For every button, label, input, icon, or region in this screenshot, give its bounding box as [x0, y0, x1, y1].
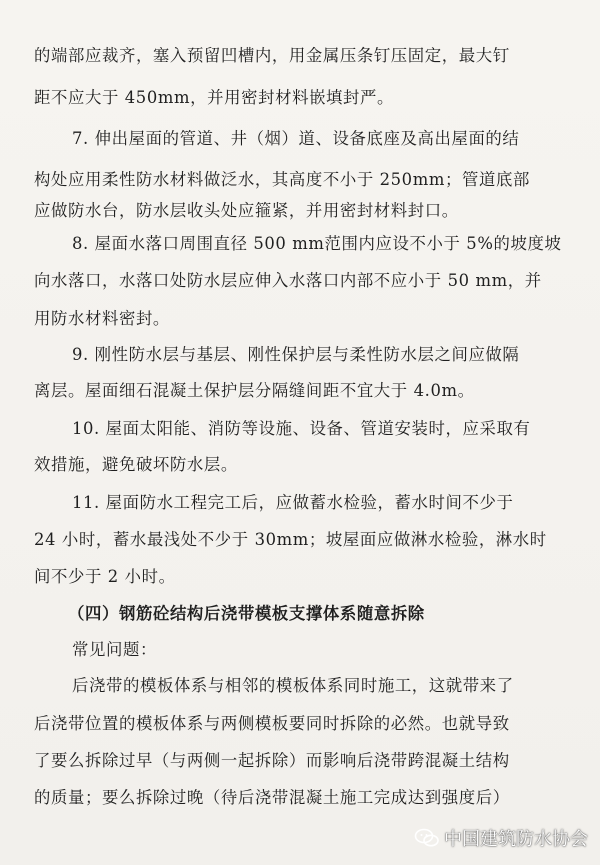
wechat-icon	[414, 828, 440, 848]
text-line: 距不应大于 450mm，并用密封材料嵌填封严。	[34, 88, 395, 107]
text-line: 构处应用柔性防水材料做泛水，其高度不小于 250mm；管道底部	[34, 170, 530, 189]
text-line: 了要么拆除过早（与两侧一起拆除）而影响后浇带跨混凝土结构	[34, 751, 510, 770]
text-line: 10. 屋面太阳能、消防等设施、设备、管道安装时，应采取有	[72, 419, 531, 438]
watermark-text: 中国建筑防水协会	[444, 829, 588, 850]
text-line: 向水落口，水落口处防水层应伸入水落口内部不应小于 50 mm，并	[34, 271, 542, 290]
section-heading: （四）钢筋砼结构后浇带模板支撑体系随意拆除	[68, 604, 425, 623]
text-line: 应做防水台，防水层收头处应箍紧，并用密封材料封口。	[34, 201, 459, 220]
text-line: 常见问题：	[72, 640, 157, 659]
text-line: 24 小时，蓄水最浅处不少于 30mm；坡屋面应做淋水检验，淋水时	[34, 530, 547, 549]
text-line: 9. 刚性防水层与基层、刚性保护层与柔性防水层之间应做隔	[72, 345, 520, 364]
text-line: 效措施，避免破坏防水层。	[34, 455, 238, 474]
text-line: 7. 伸出屋面的管道、井（烟）道、设备底座及高出屋面的结	[72, 129, 520, 148]
text-line: 用防水材料密封。	[34, 309, 170, 328]
text-line: 8. 屋面水落口周围直径 500 mm范围内应设不小于 5%的坡度坡	[72, 234, 562, 253]
text-line: 11. 屋面防水工程完工后，应做蓄水检验，蓄水时间不少于	[72, 493, 514, 512]
text-line: 离层。屋面细石混凝土保护层分隔缝间距不宜大于 4.0m。	[34, 381, 475, 400]
text-line: 的端部应裁齐，塞入预留凹槽内，用金属压条钉压固定，最大钉	[34, 46, 510, 65]
watermark	[414, 825, 588, 851]
text-line: 后浇带的模板体系与相邻的模板体系同时施工，这就带来了	[72, 676, 514, 695]
text-line: 间不少于 2 小时。	[34, 567, 176, 586]
text-line: 后浇带位置的模板体系与两侧模板要同时拆除的必然。也就导致	[34, 714, 510, 733]
text-line: 的质量；要么拆除过晚（待后浇带混凝土施工完成达到强度后）	[34, 788, 510, 807]
